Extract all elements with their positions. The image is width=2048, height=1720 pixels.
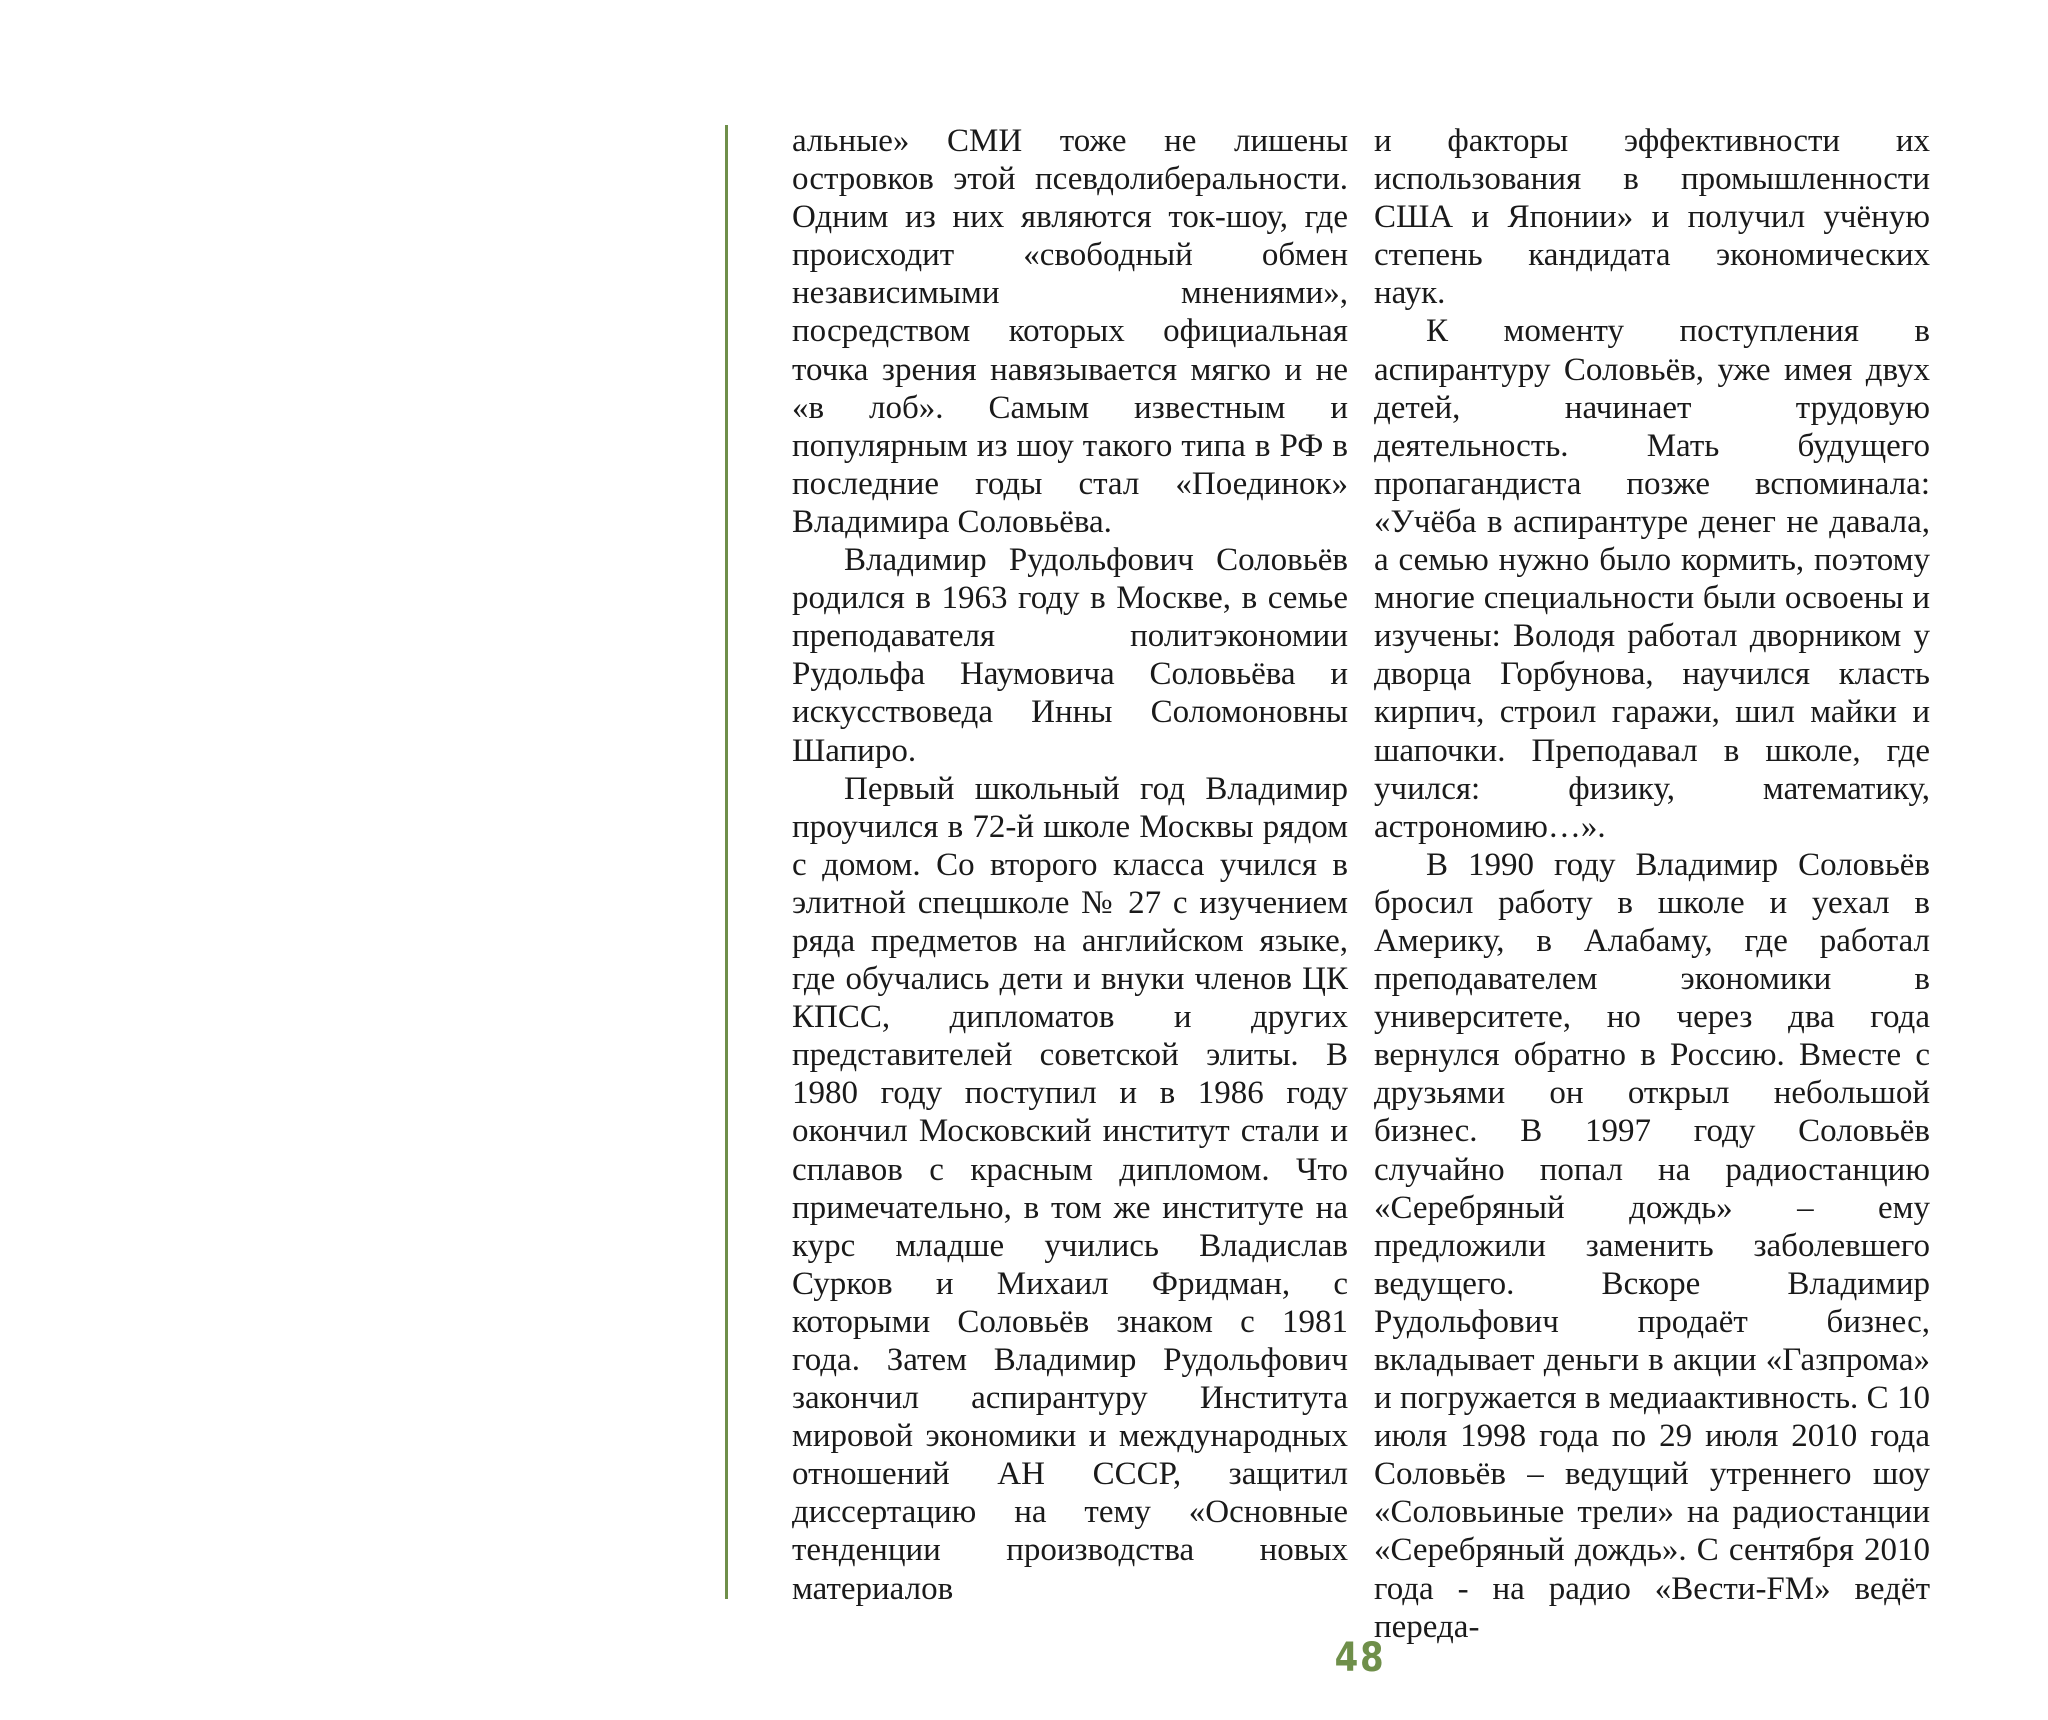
paragraph: Первый школьный год Владимир проучился в 72-й школе Москвы рядом с домом. Со второго класса учился в элитной спецшколе № 27 с изучением ряда предметов на английском языке, где обучались дети и внуки членов ЦК КПСС, дипломатов и других представителей советской элиты. В 1980 году поступил и в 1986 году окончил Московский институт стали и сплавов с красным дипломом. Что примечательно, в том же институте на курс младше учились Владислав Сурков и Михаил Фридман, с которыми Соловьёв знаком с 1981 года. Затем Владимир Рудольфович закончил аспирантуру Института мировой экономики и международных отношений АН СССР, защитил диссертацию на тему «Основные тенденции производства новых материалов xyxy=(792,770,1348,1607)
paragraph: В 1990 году Владимир Соловьёв бросил работу в школе и уехал в Америку, в Алабаму, где работал преподавателем экономики в университете, но через два года вернулся обратно в Россию. Вместе с друзьями он открыл небольшой бизнес. В 1997 году Соловьёв случайно попал на радиостанцию «Серебряный дождь» – ему предложили заменить заболевшего ведущего. Вскоре Владимир Рудольфович продаёт бизнес, вкладывает деньги в акции «Газпрома» и погружается в медиаактивность. С 10 июля 1998 года по 29 июля 2010 года Соловьёв – ведущий утреннего шоу «Соловьиные трели» на радиостанции «Серебряный дождь». С сентября 2010 года - на радио «Вести-FM» ведёт переда- xyxy=(1374,846,1930,1645)
left-text-column xyxy=(792,122,1348,1608)
paragraph: и факторы эффективности их использования в промышленности США и Японии» и получил учёную степень кандидата экономических наук. xyxy=(1374,123,1930,312)
page-number: 48 xyxy=(1334,1635,1386,1681)
paragraph: альные» СМИ тоже не лишены островков этой псевдолиберальности. Одним из них являются ток-шоу, где происходит «свободный обмен независимыми мнениями», посредством которых официальная точка зрения навязывается мягко и не «в лоб». Самым известным и популярным из шоу такого типа в РФ в последние годы стал «Поединок» Владимира Соловьёва. xyxy=(792,123,1348,540)
right-text-column xyxy=(1374,122,1930,1646)
paragraph: К моменту поступления в аспирантуру Соловьёв, уже имея двух детей, начинает трудовую деятельность. Мать будущего пропагандиста позже вспоминала: «Учёба в аспирантуре денег не давала, а семью нужно было кормить, поэтому многие специальности были освоены и изучены: Володя работал дворником у дворца Горбунова, научился класть кирпич, строил гаражи, шил майки и шапочки. Преподавал в школе, где учился: физику, математику, астрономию…». xyxy=(1374,313,1930,845)
margin-rule xyxy=(725,125,728,1599)
paragraph: Владимир Рудольфович Соловьёв родился в 1963 году в Москве, в семье преподавателя политэкономии Рудольфа Наумовича Соловьёва и искусствоведа Инны Соломоновны Шапиро. xyxy=(792,542,1348,769)
